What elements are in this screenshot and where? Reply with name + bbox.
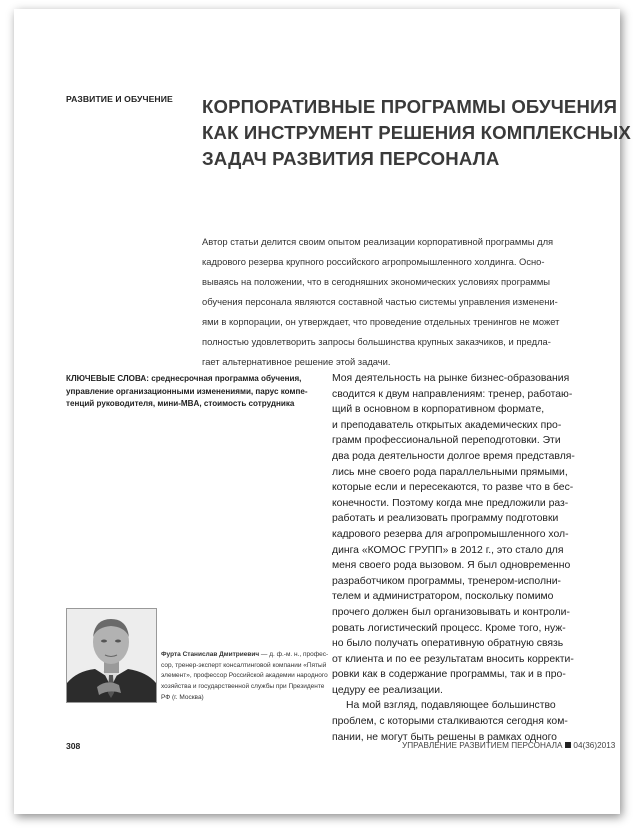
abstract-line: гает альтернативное решение этой задачи.: [202, 356, 391, 367]
article-title: [202, 94, 631, 172]
body-line: прочего должен был организовывать и контроли-: [332, 606, 570, 618]
abstract-line: полностью удовлетворить запросы большинства крупных заказчиков, и предла-: [202, 336, 551, 347]
body-line: цедуру ее реализации.: [332, 684, 443, 696]
bio-line: сор, тренер-эксперт консалтинговой компании «Пятый: [161, 661, 327, 669]
author-bio: [161, 650, 341, 704]
footer: [402, 741, 615, 750]
body-line: лись мне своего рода параллельными прямыми,: [332, 466, 568, 478]
body-line: разработчиком программы, тренером-исполни-: [332, 575, 562, 587]
body-line: которые если и пересекаются, то разве что в бес-: [332, 482, 574, 494]
body-line: от клиента и по ее результатам вносить корректи-: [332, 653, 574, 665]
body-line: Моя деятельность на рынке бизнес-образования: [332, 373, 570, 384]
article-body: [332, 371, 577, 745]
author-portrait-icon: [67, 609, 156, 702]
body-line: конечности. Поэтому когда мне предложили раз-: [332, 497, 569, 509]
journal-name: УПРАВЛЕНИЕ РАЗВИТИЕМ ПЕРСОНАЛА: [402, 741, 563, 750]
keywords-text: среднесрочная программа обучения,: [151, 374, 302, 383]
abstract-line: кадрового резерва крупного российского агропромышленного холдинга. Осно-: [202, 256, 545, 267]
journal-issue: 04(36)2013: [573, 741, 616, 750]
body-line: грамм профессиональной переподготовки. Эти: [332, 435, 561, 447]
keywords-line: тенций руководителя, мини-MBA, стоимость сотрудника: [66, 399, 295, 408]
abstract-line: обучения персонала являются составной частью системы управления изменени-: [202, 296, 558, 307]
body-line: проблем, с которыми сталкиваются сегодня ком-: [332, 716, 568, 728]
bio-line: элемент», профессор Российской академии народного: [161, 672, 328, 680]
keywords-line: [66, 373, 301, 386]
body-line: ровки как в содержание программы, так и в про-: [332, 669, 566, 681]
title-line: ЗАДАЧ РАЗВИТИЯ ПЕРСОНАЛА: [202, 148, 500, 169]
article-abstract: [202, 232, 574, 372]
body-line: работать и реализовать программу подготовки: [332, 513, 559, 525]
keywords-block: [66, 373, 308, 411]
abstract-line: вываясь на положении, что в сегодняшних экономических условиях программы: [202, 276, 551, 287]
keywords-label: КЛЮЧЕВЫЕ СЛОВА:: [66, 374, 149, 383]
keywords-line: управление организационными изменениями, парус компе-: [66, 386, 308, 396]
body-line: меня своего рода вызовом. Я был одновременно: [332, 560, 571, 572]
body-line: кадрового резерва для агропромышленного хол-: [332, 528, 569, 540]
body-line: ровать логистический процесс. Кроме того, нуж-: [332, 622, 566, 634]
author-name: Фурта Станислав Дмитриевич: [161, 651, 260, 658]
section-label: РАЗВИТИЕ И ОБУЧЕНИЕ: [66, 94, 173, 104]
abstract-line: Автор статьи делится своим опытом реализации корпоративной программы для: [202, 236, 554, 247]
bio-line: хозяйства и государственной службы при Президенте: [161, 683, 325, 691]
body-line: но было получать оперативную обратную связь: [332, 638, 564, 650]
body-line: щий в основном в корпоративном формате,: [332, 404, 545, 416]
body-line: сводится к двум направлениям: тренер, работаю-: [332, 388, 573, 400]
abstract-line: ями в корпорации, он утверждает, что проведение отдельных тренингов не может: [202, 316, 560, 327]
author-photo: [66, 608, 157, 703]
body-line: динга «КОМОС ГРУПП» в 2012 г., это стало для: [332, 544, 564, 556]
bio-line: РФ (г. Москва): [161, 693, 204, 701]
body-line: и преподаватель открытых академических про-: [332, 419, 562, 431]
title-line: КАК ИНСТРУМЕНТ РЕШЕНИЯ КОМПЛЕКСНЫХ: [202, 122, 631, 143]
page-number: 308: [66, 741, 81, 751]
body-line: пании, не могут быть решены в рамках одного: [332, 731, 557, 743]
body-line: На мой взгляд, подавляющее большинство: [346, 700, 556, 712]
body-line: два рода деятельности долгое время представля-: [332, 450, 575, 462]
bio-text: — д. ф.-м. н., профес-: [259, 651, 329, 658]
title-line: КОРПОРАТИВНЫЕ ПРОГРАММЫ ОБУЧЕНИЯ: [202, 96, 618, 117]
bio-line: [161, 650, 341, 661]
square-icon: [565, 742, 571, 748]
body-line: телем и администратором, поскольку помимо: [332, 591, 554, 603]
